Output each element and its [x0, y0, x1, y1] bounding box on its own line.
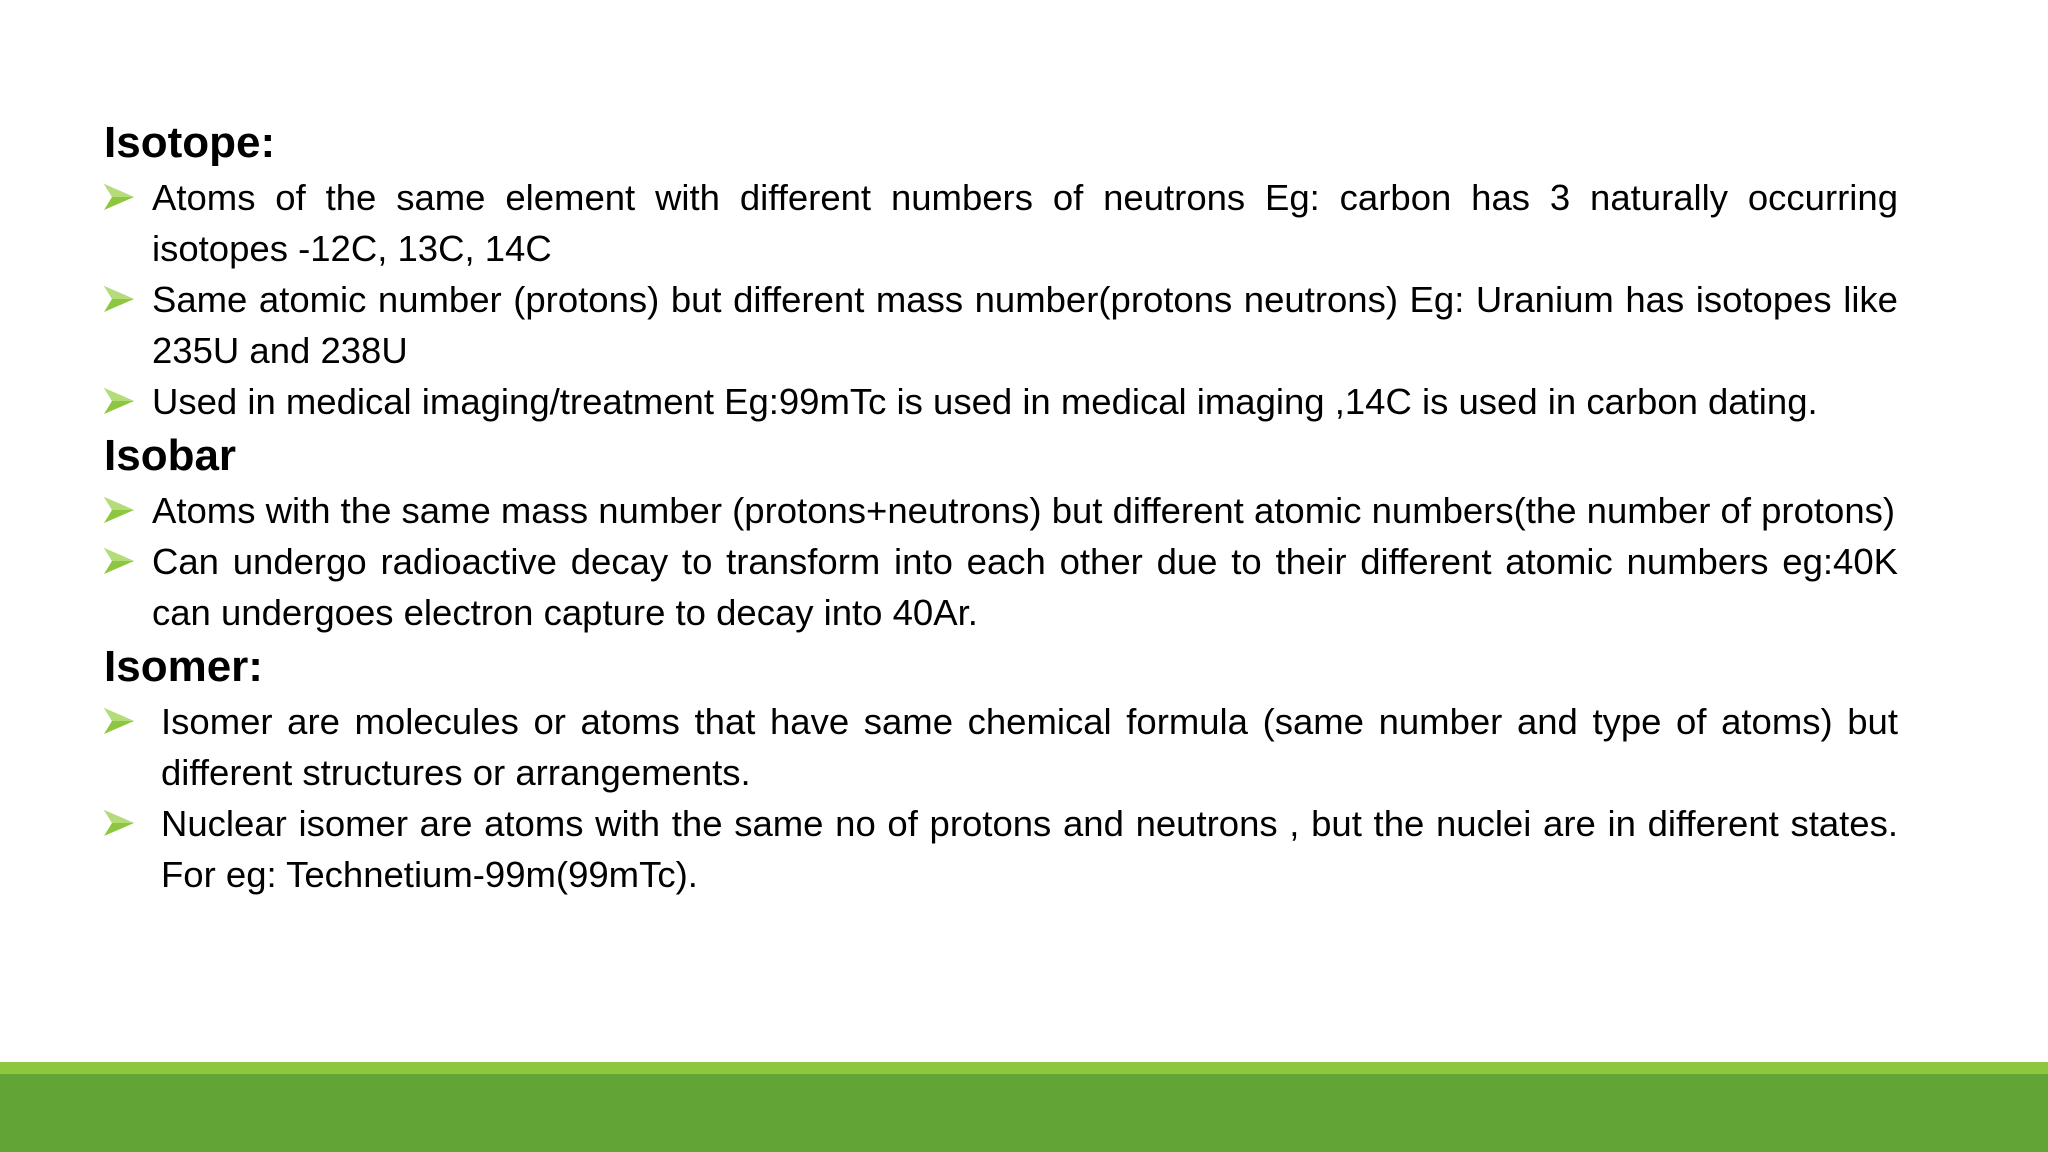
footer-band — [0, 1074, 2048, 1152]
bullet-text: Atoms with the same mass number (protons+neutrons) but different atomic numbers(the number of protons) — [152, 490, 1896, 531]
slide-content — [104, 114, 1898, 900]
heading-isotope: Isotope: — [104, 118, 276, 167]
isobar-bullet-list — [104, 485, 1898, 638]
bullet-item — [104, 696, 1898, 798]
arrow-bullet-icon — [104, 388, 134, 414]
bullet-item — [104, 485, 1898, 536]
isomer-bullet-list — [104, 696, 1898, 900]
bullet-item — [104, 536, 1898, 638]
heading-isobar: Isobar — [104, 431, 237, 480]
arrow-bullet-icon — [104, 548, 134, 574]
arrow-bullet-icon — [104, 497, 134, 523]
heading-isomer: Isomer: — [104, 642, 263, 691]
bullet-item — [104, 376, 1898, 427]
bullet-item — [104, 274, 1898, 376]
bullet-text: Same atomic number (protons) but different mass number(protons neutrons) Eg: Uranium has isotopes like 235U and 238U — [152, 279, 1898, 371]
footer-stripe-light — [0, 1062, 2048, 1074]
arrow-bullet-icon — [104, 810, 134, 836]
bullet-item — [104, 798, 1898, 900]
bullet-item — [104, 172, 1898, 274]
bullet-text: Used in medical imaging/treatment Eg:99mTc is used in medical imaging ,14C is used in carbon dating. — [152, 381, 1818, 422]
arrow-bullet-icon — [104, 286, 134, 312]
arrow-bullet-icon — [104, 184, 134, 210]
arrow-bullet-icon — [104, 708, 134, 734]
isotope-bullet-list — [104, 172, 1898, 427]
bullet-text: Atoms of the same element with different numbers of neutrons Eg: carbon has 3 naturally occurring isotopes -12C, 13C, 14C — [152, 177, 1898, 269]
bullet-text: Can undergo radioactive decay to transform into each other due to their different atomic numbers eg:40K can undergoes electron capture to decay into 40Ar. — [152, 541, 1898, 633]
bullet-text: Isomer are molecules or atoms that have same chemical formula (same number and type of atoms) but different structures or arrangements. — [161, 701, 1898, 793]
bullet-text: Nuclear isomer are atoms with the same no of protons and neutrons , but the nuclei are in different states. For eg: Technetium-99m(99mTc). — [161, 803, 1898, 895]
